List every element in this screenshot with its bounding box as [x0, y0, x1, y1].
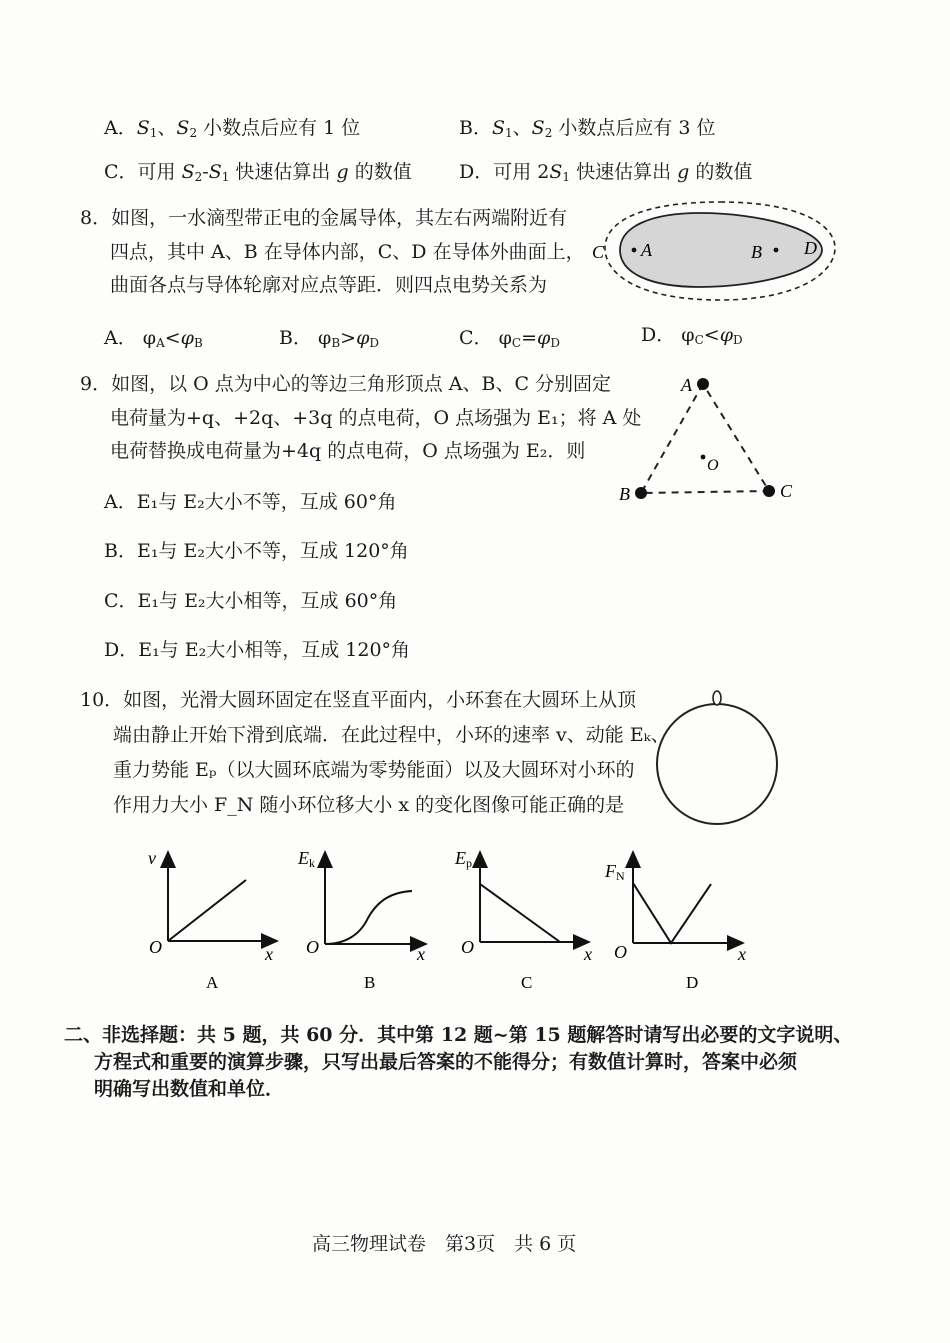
- graph-b: [297, 848, 425, 992]
- q10-line-3: 重力势能 Eₚ（以大圆环底端为零势能面）以及大圆环对小环的: [113, 759, 635, 781]
- graph-d-xlabel: x: [738, 944, 746, 964]
- q10-line-1: 10．如图，光滑大圆环固定在竖直平面内，小环套在大圆环上从顶: [80, 689, 637, 711]
- graph-c-ylabel: Ep: [455, 848, 472, 870]
- q9-option-a: A．E₁与 E₂大小不等，互成 60°角: [104, 491, 397, 513]
- q8-line-1: 8．如图，一水滴型带正电的金属导体，其左右两端附近有: [80, 207, 568, 229]
- point-d-label: D: [804, 238, 817, 258]
- graph-a-xlabel: x: [265, 944, 273, 964]
- graph-b-caption: B: [364, 973, 376, 992]
- label-o: O: [707, 457, 719, 474]
- q7-option-a: A．$S_1$、$S_2$ 小数点后应有 1 位: [104, 117, 361, 140]
- graph-a-ylabel: v: [148, 848, 156, 868]
- label-a: A: [681, 375, 692, 395]
- section2-line-1: 二、非选择题：共 5 题，共 60 分．其中第 12 题~第 15 题解答时请写出必要的文字说明、: [64, 1024, 853, 1046]
- graph-c: [454, 848, 592, 992]
- point-a-label: A: [641, 240, 652, 260]
- graph-a-origin: O: [149, 937, 162, 957]
- q10-line-2: 端由静止开始下滑到底端．在此过程中，小环的速率 v、动能 Eₖ、: [113, 724, 670, 746]
- q9-option-d: D．E₁与 E₂大小相等，互成 120°角: [104, 639, 411, 661]
- graph-d-curve: [633, 883, 711, 943]
- graph-c-curve: [480, 884, 560, 942]
- label-c: C: [780, 481, 793, 501]
- label-b: B: [619, 484, 630, 504]
- graph-a-caption: A: [206, 973, 219, 992]
- graph-b-ylabel: Ek: [298, 848, 315, 870]
- graph-b-origin: O: [306, 937, 319, 957]
- q8-line-3: 曲面各点与导体轮廓对应点等距．则四点电势关系为: [110, 274, 548, 296]
- page-footer: 高三物理试卷 第3页 共 6 页: [312, 1233, 577, 1255]
- section2-line-2: 方程式和重要的演算步骤，只写出最后答案的不能得分；有数值计算时，答案中必须: [94, 1051, 798, 1073]
- q9-line-2: 电荷量为+q、+2q、+3q 的点电荷，O 点场强为 E₁；将 A 处: [110, 407, 642, 429]
- q7-option-b: B．$S_1$、$S_2$ 小数点后应有 3 位: [459, 117, 716, 140]
- graph-d-origin: O: [614, 942, 627, 962]
- q9-option-c: C．E₁与 E₂大小相等，互成 60°角: [104, 590, 398, 612]
- point-b-label: B: [751, 242, 762, 262]
- q8-option-c: C． $\varphi_C=\varphi_D$: [459, 327, 560, 350]
- graph-b-curve: [325, 891, 412, 944]
- graph-d-ylabel: FN: [605, 861, 625, 883]
- graph-a-curve: [168, 880, 246, 941]
- q7-option-c: C．可用 $S_2-S_1$ 快速估算出 g 的数值: [104, 161, 412, 184]
- q9-option-b: B．E₁与 E₂大小不等，互成 120°角: [104, 540, 409, 562]
- graph-d-caption: D: [686, 973, 699, 992]
- section2-line-3: 明确写出数值和单位．: [94, 1078, 285, 1100]
- graph-b-xlabel: x: [417, 944, 425, 964]
- graph-d: [604, 858, 746, 992]
- q8-option-b: B． $\varphi_B>\varphi_D$: [279, 327, 379, 350]
- q9-line-1: 9．如图，以 O 点为中心的等边三角形顶点 A、B、C 分别固定: [80, 373, 612, 395]
- point-c-label: C: [592, 242, 605, 262]
- q10-line-4: 作用力大小 F_N 随小环位移大小 x 的变化图像可能正确的是: [113, 794, 625, 816]
- graph-a: [148, 848, 273, 992]
- graph-c-origin: O: [461, 937, 474, 957]
- q8-option-a: A． $\varphi_A<\varphi_B$: [104, 327, 203, 350]
- q7-option-d: D．可用 $2S_1$ 快速估算出 g 的数值: [459, 161, 753, 184]
- graph-c-caption: C: [521, 973, 533, 992]
- q9-line-3: 电荷替换成电荷量为+4q 的点电荷，O 点场强为 E₂．则: [110, 440, 586, 462]
- q8-line-2: 四点，其中 A、B 在导体内部，C、D 在导体外曲面上，: [110, 241, 585, 263]
- q8-option-d: D． $\varphi_C<\varphi_D$: [641, 324, 743, 347]
- graph-c-xlabel: x: [584, 944, 592, 964]
